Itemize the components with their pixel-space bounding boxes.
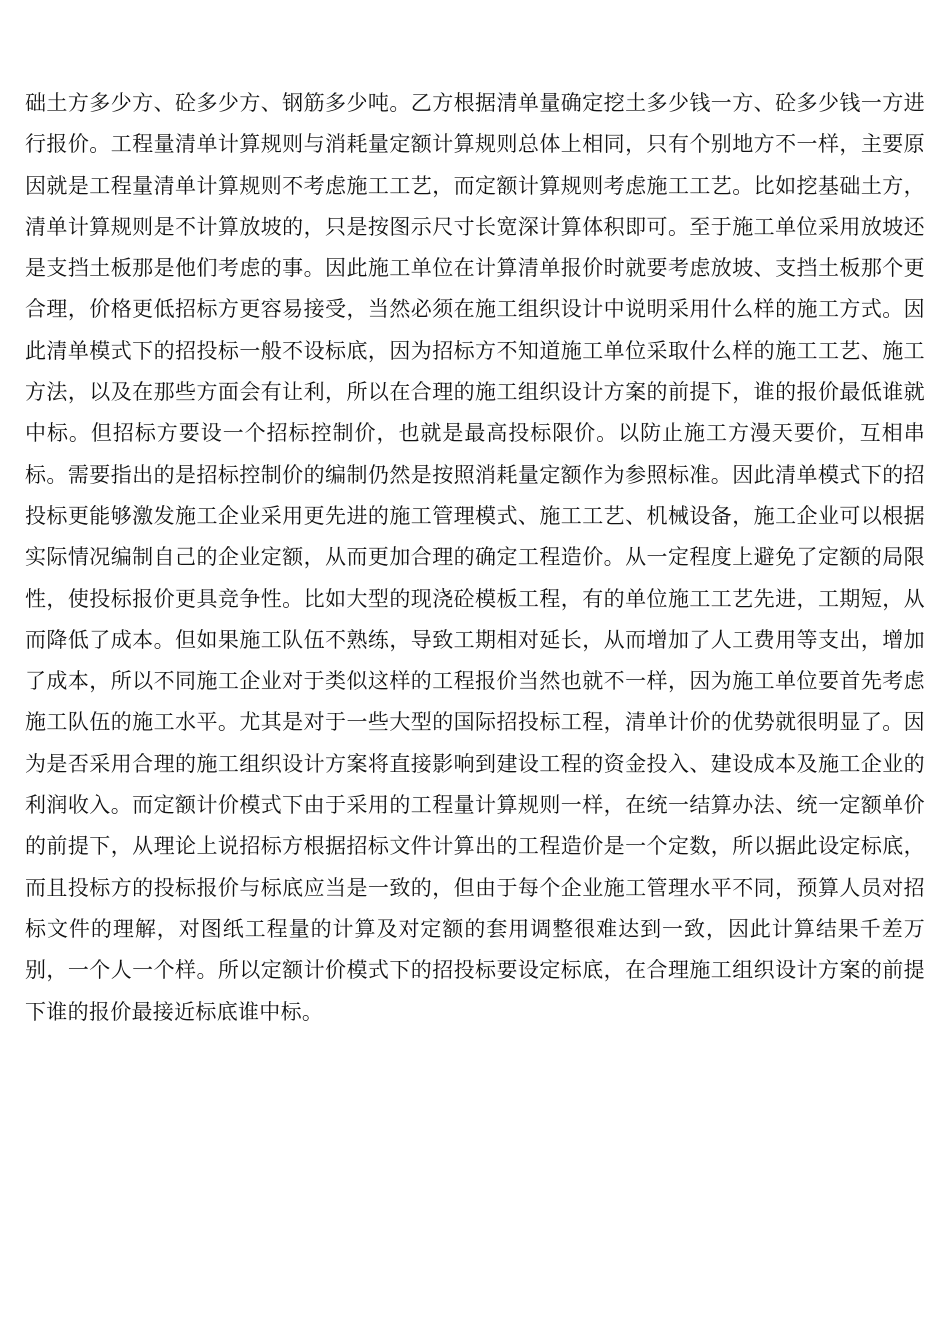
body-paragraph: 础土方多少方、砼多少方、钢筋多少吨。乙方根据清单量确定挖土多少钱一方、砼多少钱一方进行报价。工程量清单计算规则与消耗量定额计算规则总体上相同，只有个别地方不一样，主要原因就是工程量清单计算规则不考虑施工工艺，而定额计算规则考虑施工工艺。比如挖基础土方，清单计算规则是不计算放坡的，只是按图示尺寸长宽深计算体积即可。至于施工单位采用放坡还是支挡土板那是他们考虑的事。因此施工单位在计算清单报价时就要考虑放坡、支挡土板那个更合理，价格更低招标方更容易接受，当然必须在施工组织设计中说明采用什么样的施工方式。因此清单模式下的招投标一般不设标底，因为招标方不知道施工单位采取什么样的施工工艺、施工方法，以及在那些方面会有让利，所以在合理的施工组织设计方案的前提下，谁的报价最低谁就中标。但招标方要设一个招标控制价，也就是最高投标限价。以防止施工方漫天要价，互相串标。需要指出的是招标控制价的编制仍然是按照消耗量定额作为参照标准。因此清单模式下的招投标更能够激发施工企业采用更先进的施工管理模式、施工工艺、机械设备，施工企业可以根据实际情况编制自己的企业定额，从而更加合理的确定工程造价。从一定程度上避免了定额的局限性，使投标报价更具竞争性。比如大型的现浇砼模板工程，有的单位施工工艺先进，工期短，从而降低了成本。但如果施工队伍不熟练，导致工期相对延长，从而增加了人工费用等支出，增加了成本，所以不同施工企业对于类似这样的工程报价当然也就不一样，因为施工单位要首先考虑施工队伍的施工水平。尤其是对于一些大型的国际招投标工程，清单计价的优势就很明显了。因为是否采用合理的施工组织设计方案将直接影响到建设工程的资金投入、建设成本及施工企业的利润收入。而定额计价模式下由于采用的工程量计算规则一样，在统一结算办法、统一定额单价的前提下，从理论上说招标方根据招标文件计算出的工程造价是一个定数，所以据此设定标底，而且投标方的投标报价与标底应当是一致的，但由于每个企业施工管理水平不同，预算人员对招标文件的理解，对图纸工程量的计算及对定额的套用调整很难达到一致，因此计算结果千差万别，一个人一个样。所以定额计价模式下的招投标要设定标底，在合理施工组织设计方案的前提下谁的报价最接近标底谁中标。 — [25, 91, 925, 1024]
